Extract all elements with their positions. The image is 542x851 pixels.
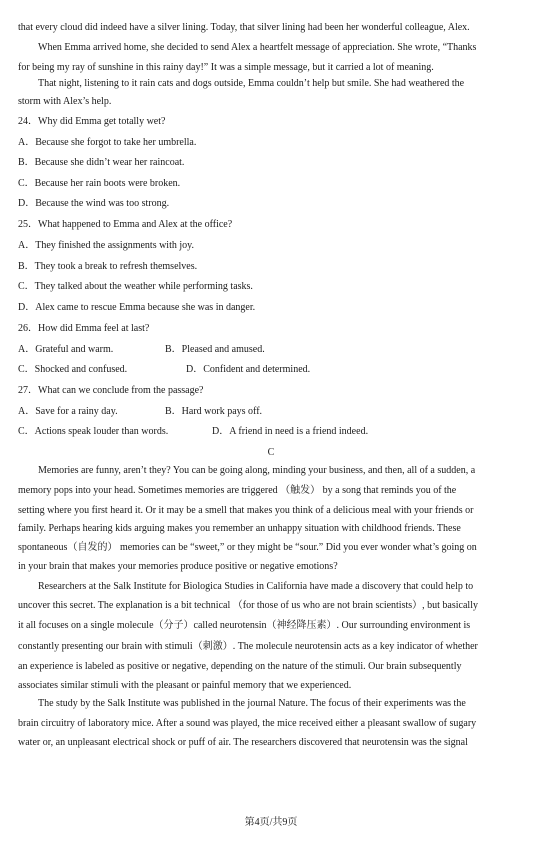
passage-line: Memories are funny, aren’t they? You can be going along, minding your business, and then, all of a sudden, a <box>38 465 476 476</box>
option-row <box>18 426 526 438</box>
passage-line: That night, listening to it rain cats and dogs outside, Emma couldn’t help but smile. She had weathered the <box>38 78 465 89</box>
passage-line: associates similar stimuli with the pleasant or painful memory that we experienced. <box>18 680 352 691</box>
option-d: D．Confident and determined. <box>186 364 311 375</box>
option-row <box>18 344 526 356</box>
option-a: A．Grateful and warm. <box>18 344 114 355</box>
passage-line: brain circuitry of laboratory mice. After a sound was played, the mice received either a pleasant swallow of sugary <box>18 718 477 729</box>
option-b: B．Hard work pays off. <box>165 406 263 417</box>
passage-line: water or, an unpleasant electrical shock or puff of air. The researchers discovered that neurotensin was the signal <box>18 737 468 748</box>
passage-line: for being my ray of sunshine in this rainy day!” It was a simple message, but it carried a lot of meaning. <box>18 62 434 73</box>
passage-line: it all focuses on a single molecule（分子）called neurotensin（神经降压素）. Our surrounding environment is <box>18 620 471 631</box>
option-line: C．They talked about the weather while performing tasks. <box>18 281 253 292</box>
passage-line: that every cloud did indeed have a silver lining. Today, that silver lining had been her wonderful colleague, Alex. <box>18 22 470 33</box>
passage-line: When Emma arrived home, she decided to send Alex a heartfelt message of appreciation. She wrote, “Thanks <box>38 42 477 53</box>
section-heading-c: C <box>267 447 275 458</box>
passage-line: uncover this secret. The explanation is a bit technical （for those of us who are not brain scientists）, but basically <box>18 600 478 611</box>
option-c: C．Actions speak louder than words. <box>18 426 169 437</box>
option-a: A．Save for a rainy day. <box>18 406 118 417</box>
passage-line: family. Perhaps hearing kids arguing makes you remember an unhappy situation with childhood friends. These <box>18 523 461 534</box>
option-line: D．Alex came to rescue Emma because she was in danger. <box>18 302 256 313</box>
option-line: A．Because she forgot to take her umbrella. <box>18 137 197 148</box>
passage-line: in your brain that makes your memories produce positive or negative emotions? <box>18 561 338 572</box>
passage-line: Researchers at the Salk Institute for Biologica Studies in California have made a discovery that could help to <box>38 581 474 592</box>
option-line: A．They finished the assignments with joy. <box>18 240 194 251</box>
option-d: D．A friend in need is a friend indeed. <box>212 426 369 437</box>
option-line: B．Because she didn’t wear her raincoat. <box>18 157 185 168</box>
page-number: 第4页/共9页 <box>244 817 298 828</box>
question-26: 26．How did Emma feel at last? <box>18 323 150 334</box>
passage-line: memory pops into your head. Sometimes memories are triggered （触发） by a song that reminds you of the <box>18 485 457 496</box>
passage-line: setting where you first heard it. Or it may be a smell that makes you think of a delicious meal with your friends or <box>18 505 474 516</box>
option-row <box>18 406 526 418</box>
question-24: 24．Why did Emma get totally wet? <box>18 116 166 127</box>
option-line: C．Because her rain boots were broken. <box>18 178 181 189</box>
option-c: C．Shocked and confused. <box>18 364 128 375</box>
option-b: B．Pleased and amused. <box>165 344 265 355</box>
passage-line: The study by the Salk Institute was published in the journal Nature. The focus of their experiments was the <box>38 698 466 709</box>
option-row <box>18 364 526 376</box>
passage-line: constantly presenting our brain with stimuli（刺激）. The molecule neurotensin acts as a key indicator of whether <box>18 641 478 652</box>
passage-line: an experience is labeled as positive or negative, depending on the nature of the stimuli. Our brain subsequently <box>18 661 462 672</box>
passage-line: storm with Alex’s help. <box>18 96 112 107</box>
question-25: 25．What happened to Emma and Alex at the office? <box>18 219 233 230</box>
passage-line: spontaneous（自发的） memories can be “sweet,” or they might be “sour.” Did you ever wonder what’s going on <box>18 542 477 553</box>
option-line: B．They took a break to refresh themselves. <box>18 261 198 272</box>
option-line: D．Because the wind was too strong. <box>18 198 170 209</box>
question-27: 27．What can we conclude from the passage? <box>18 385 204 396</box>
